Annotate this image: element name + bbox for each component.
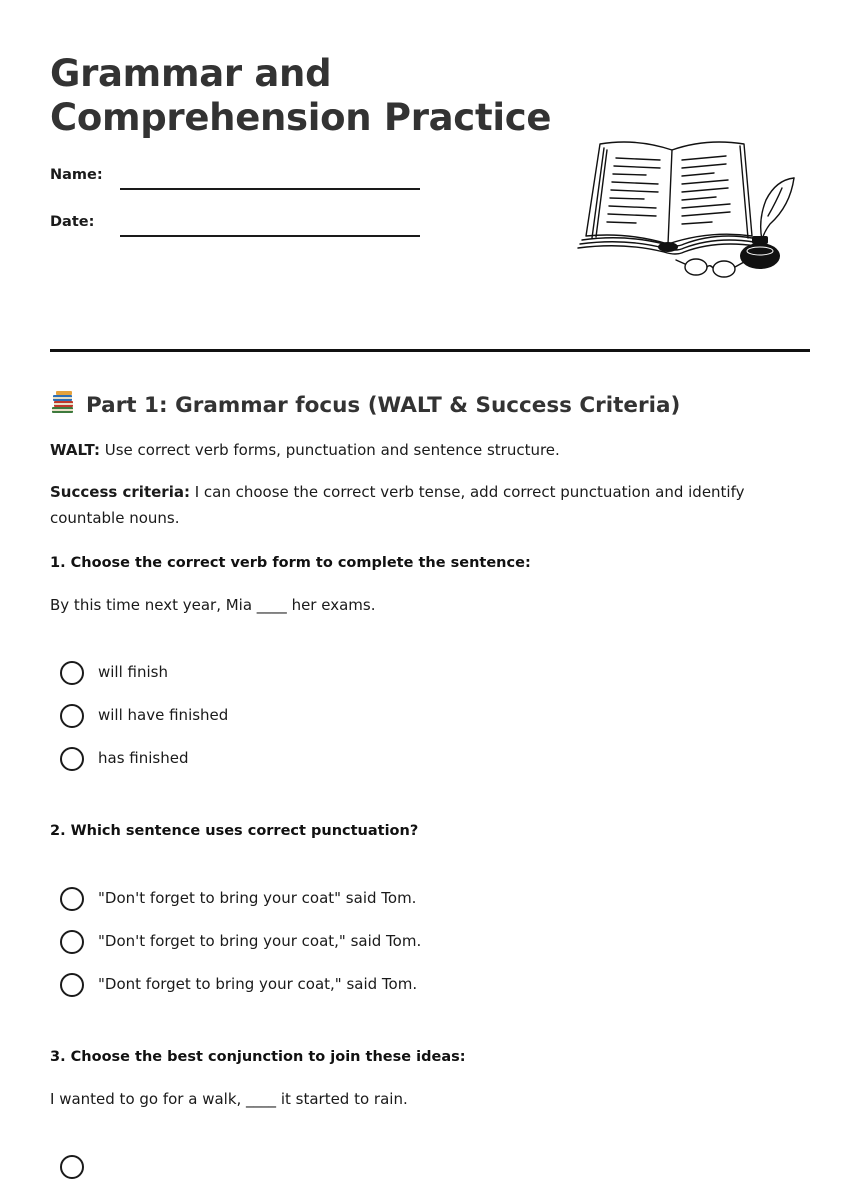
q1-option-3[interactable] — [60, 746, 560, 772]
radio-button[interactable] — [60, 973, 84, 997]
date-field[interactable] — [50, 213, 430, 237]
option-label: has finished — [98, 749, 189, 767]
page-title — [50, 52, 570, 140]
title-line-1: Grammar and — [50, 52, 332, 95]
q1-option-2[interactable] — [60, 703, 560, 729]
q2-option-1[interactable] — [60, 886, 560, 912]
name-field[interactable] — [50, 166, 430, 190]
question-3-text: 3. Choose the best conjunction to join these ideas: — [50, 1049, 466, 1065]
option-label: "Dont forget to bring your coat," said Tom. — [98, 975, 418, 993]
radio-button[interactable] — [60, 704, 84, 728]
q2-option-2[interactable] — [60, 929, 560, 955]
part1-heading-text: Part 1: Grammar focus (WALT & Success Criteria) — [86, 393, 681, 418]
option-label: "Don't forget to bring your coat" said Tom. — [98, 889, 417, 907]
radio-button[interactable] — [60, 747, 84, 771]
open-book-illustration-icon — [576, 136, 798, 284]
name-input-line[interactable] — [120, 188, 420, 190]
question-3-prompt: I wanted to go for a walk, ____ it started to rain. — [50, 1090, 408, 1108]
date-label: Date: — [50, 214, 95, 230]
walt-label: WALT: — [50, 441, 100, 459]
option-label: will finish — [98, 663, 168, 681]
section-divider — [50, 349, 810, 352]
option-label: will have finished — [98, 706, 229, 724]
walt-text: Use correct verb forms, punctuation and sentence structure. — [99, 441, 560, 459]
books-icon — [50, 390, 76, 416]
success-criteria-label: Success criteria: — [50, 483, 190, 501]
radio-button[interactable] — [60, 661, 84, 685]
success-criteria-paragraph — [50, 479, 790, 531]
question-2-text: 2. Which sentence uses correct punctuation? — [50, 823, 419, 839]
q3-option-1[interactable] — [60, 1154, 560, 1180]
q1-option-1[interactable] — [60, 660, 560, 686]
walt-paragraph — [50, 437, 790, 463]
question-1-prompt: By this time next year, Mia ____ her exams. — [50, 596, 376, 614]
radio-button[interactable] — [60, 1155, 84, 1179]
title-line-2: Comprehension Practice — [50, 96, 552, 139]
radio-button[interactable] — [60, 887, 84, 911]
option-label: "Don't forget to bring your coat," said Tom. — [98, 932, 422, 950]
question-1-text: 1. Choose the correct verb form to complete the sentence: — [50, 555, 531, 571]
date-input-line[interactable] — [120, 235, 420, 237]
part1-heading — [50, 390, 680, 420]
radio-button[interactable] — [60, 930, 84, 954]
q2-option-3[interactable] — [60, 972, 560, 998]
name-label: Name: — [50, 167, 103, 183]
success-criteria-text: I can choose the correct verb tense, add correct punctuation and identify countable nouns. — [50, 483, 745, 527]
